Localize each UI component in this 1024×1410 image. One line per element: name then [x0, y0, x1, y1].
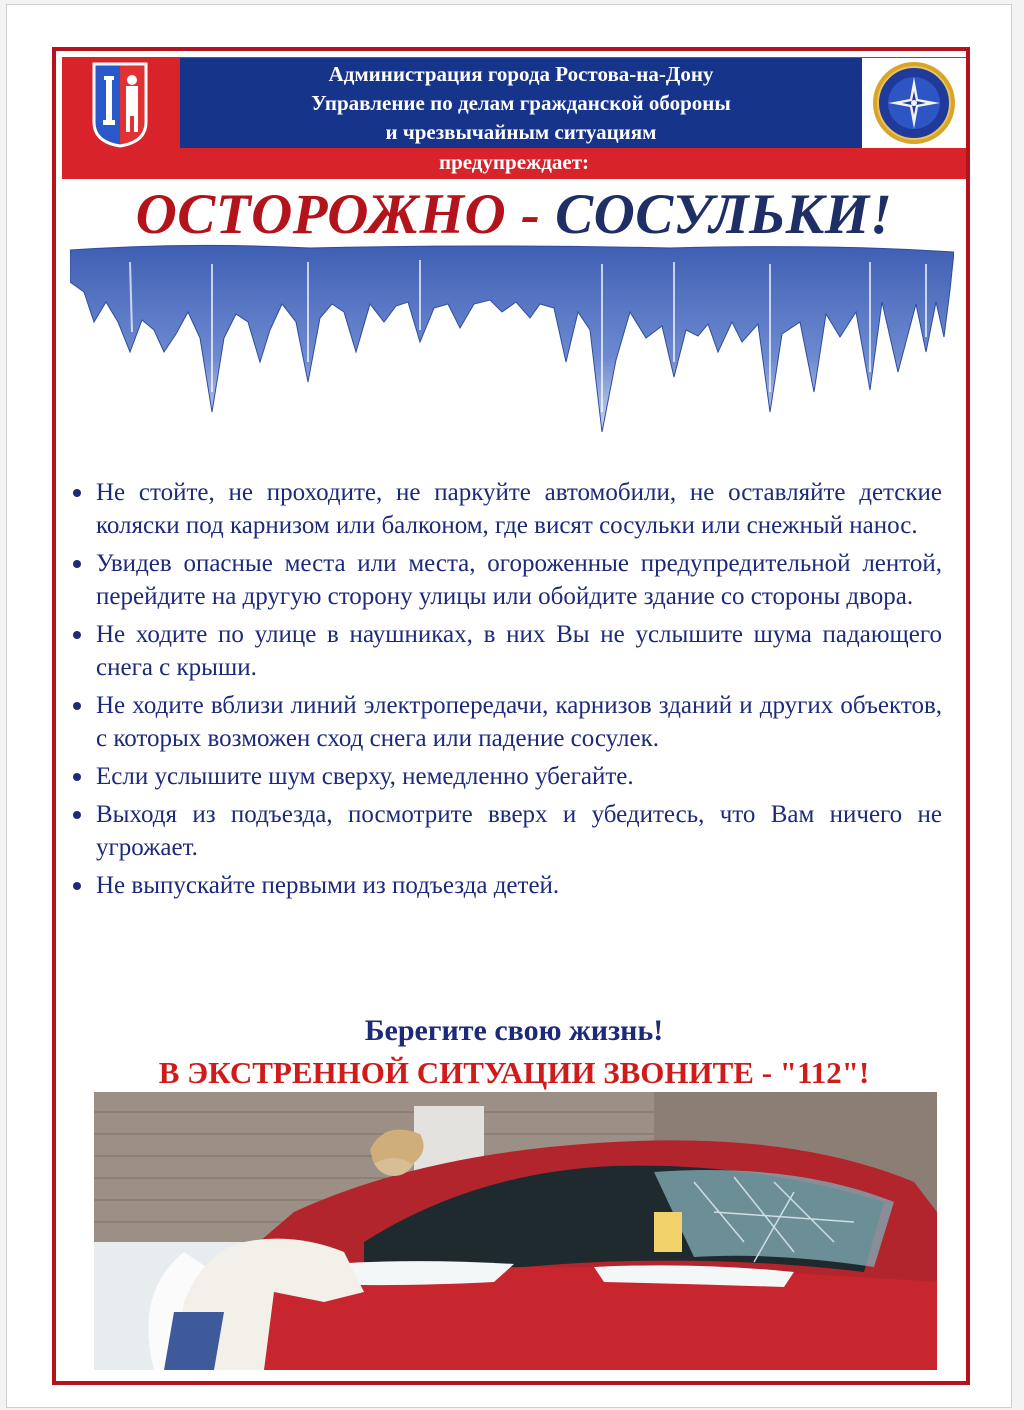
list-item: Если услышите шум сверху, немедленно убегайте.: [70, 760, 942, 793]
list-item: Не ходите вблизи линий электропередачи, карнизов зданий и других объектов, с которых возможен сход снега или падение сосулек.: [70, 689, 942, 755]
list-item: Выходя из подъезда, посмотрите вверх и убедитесь, что Вам ничего не угрожает.: [70, 798, 942, 864]
department-subtitle: и чрезвычайным ситуациям: [385, 120, 657, 144]
list-item: Не ходите по улице в наушниках, в них Вы не услышите шума падающего снега с крыши.: [70, 618, 942, 684]
department-title: Управление по делам гражданской обороны: [311, 91, 731, 115]
damaged-car-photo: [94, 1092, 937, 1370]
emergency-call-notice: В ЭКСТРЕННОЙ СИТУАЦИИ ЗВОНИТЕ - "112"!: [158, 1055, 870, 1090]
coat-of-arms-icon: [64, 58, 176, 148]
list-item: Не выпускайте первыми из подъезда детей.: [70, 869, 942, 902]
civil-defense-emblem-icon: [862, 58, 966, 148]
save-life-slogan: Берегите свою жизнь!: [364, 1014, 664, 1047]
safety-rules-list: [70, 476, 942, 907]
headline: [62, 180, 966, 250]
icicles-illustration: [70, 242, 954, 468]
list-item: Не стойте, не проходите, не паркуйте автомобили, не оставляйте детские коляски под карнизом или балконом, где висят сосульки или снежный нанос.: [70, 476, 942, 542]
warns-label: предупреждает:: [438, 150, 590, 174]
list-item: Увидев опасные места или места, огороженные предупредительной лентой, перейдите на другую сторону улицы или обойдите здание со стороны двора.: [70, 547, 942, 613]
headline-caution: ОСТОРОЖНО -: [135, 183, 556, 246]
headline-icicles: СОСУЛЬКИ!: [555, 183, 893, 246]
administration-title: Администрация города Ростова-на-Дону: [328, 62, 714, 86]
